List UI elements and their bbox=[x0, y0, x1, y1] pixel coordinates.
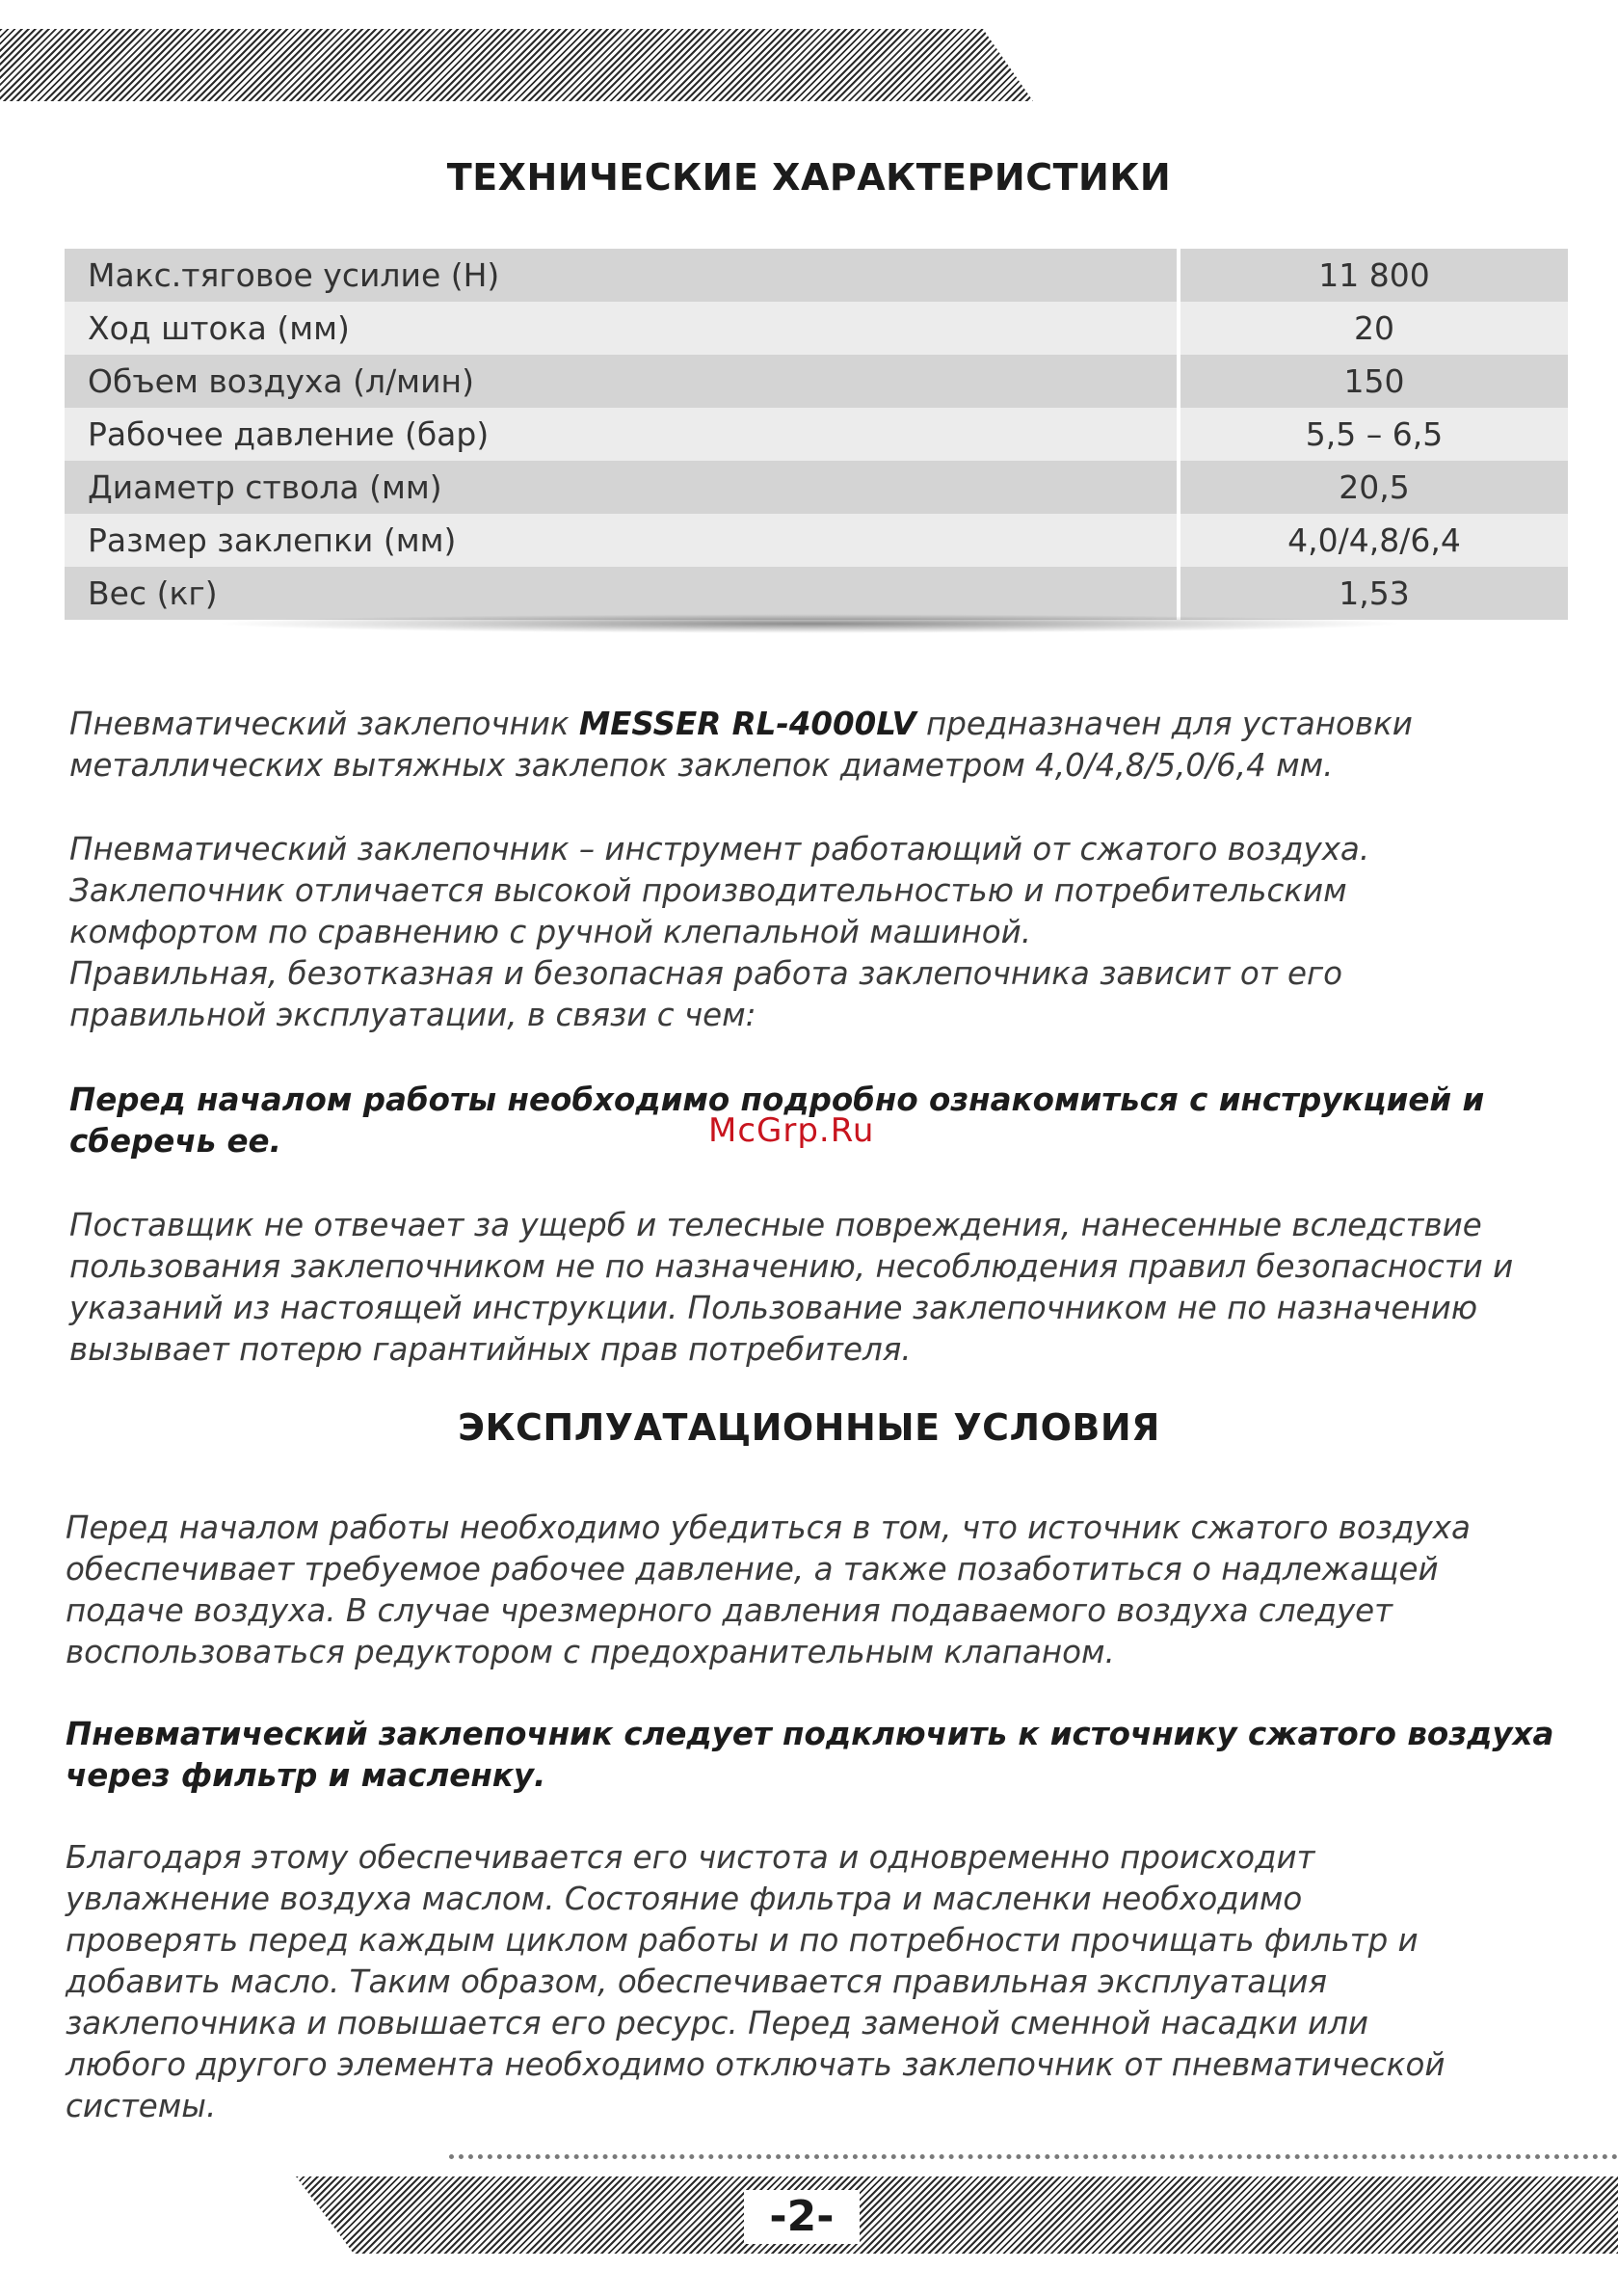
text-line: указаний из настоящей инструкции. Пользование заклепочником не по назначению bbox=[69, 1290, 1478, 1326]
text-line: через фильтр и масленку. bbox=[66, 1757, 546, 1794]
description-paragraph bbox=[69, 829, 1369, 1036]
text-line: воспользоваться редуктором с предохранительным клапаном. bbox=[66, 1634, 1115, 1670]
text-line: сберечь ее. bbox=[69, 1123, 281, 1160]
bottom-decorative-band bbox=[296, 2176, 1618, 2254]
spec-value: 5,5 – 6,5 bbox=[1179, 408, 1568, 461]
text-line: пользования заклепочником не по назначению, несоблюдения правил безопасности и bbox=[69, 1248, 1514, 1285]
conditions-heading: ЭКСПЛУАТАЦИОННЫЕ УСЛОВИЯ bbox=[458, 1406, 1160, 1449]
spec-value: 1,53 bbox=[1179, 567, 1568, 620]
spec-value: 20 bbox=[1179, 302, 1568, 355]
specs-heading: ТЕХНИЧЕСКИЕ ХАРАКТЕРИСТИКИ bbox=[446, 156, 1172, 199]
text-line: Заклепочник отличается высокой производительностью и потребительским bbox=[69, 872, 1347, 909]
table-row bbox=[65, 249, 1568, 302]
liability-paragraph bbox=[69, 1205, 1513, 1371]
text-line: Перед началом работы необходимо убедиться в том, что источник сжатого воздуха bbox=[66, 1509, 1471, 1546]
text-line: Перед началом работы необходимо подробно ознакомиться с инструкцией и bbox=[69, 1081, 1485, 1118]
text-line: Пневматический заклепочник следует подключить к источнику сжатого воздуха bbox=[66, 1716, 1554, 1752]
text-line: правильной эксплуатации, в связи с чем: bbox=[69, 997, 756, 1033]
text-line: любого другого элемента необходимо отключать заклепочник от пневматической bbox=[66, 2046, 1446, 2083]
page-number: -2- bbox=[744, 2190, 860, 2244]
table-row bbox=[65, 567, 1568, 620]
text-line: обеспечивает требуемое рабочее давление, а также позаботиться о надлежащей bbox=[66, 1551, 1439, 1588]
spec-param: Рабочее давление (бар) bbox=[65, 408, 1179, 461]
table-row bbox=[65, 408, 1568, 461]
text-line: Благодаря этому обеспечивается его чистота и одновременно происходит bbox=[66, 1839, 1315, 1876]
table-row bbox=[65, 355, 1568, 408]
text-line: подаче воздуха. В случае чрезмерного давления подаваемого воздуха следует bbox=[66, 1592, 1393, 1629]
text-line: Поставщик не отвечает за ущерб и телесные повреждения, нанесенные вследствие bbox=[69, 1207, 1482, 1243]
text-line: комфортом по сравнению с ручной клепальной машиной. bbox=[69, 914, 1032, 950]
intro-paragraph bbox=[69, 704, 1413, 787]
footer-dotted-divider bbox=[449, 2154, 1618, 2159]
spec-param: Макс.тяговое усилие (Н) bbox=[65, 249, 1179, 302]
intro-text: металлических вытяжных заклепок заклепок диаметром 4,0/4,8/5,0/6,4 мм. bbox=[69, 747, 1334, 784]
spec-param: Размер заклепки (мм) bbox=[65, 514, 1179, 567]
intro-text: Пневматический заклепочник bbox=[69, 706, 579, 742]
table-shadow bbox=[212, 614, 1407, 633]
maintenance-paragraph bbox=[66, 1837, 1445, 2127]
conditions-paragraph bbox=[66, 1508, 1471, 1673]
specs-table bbox=[65, 249, 1568, 620]
spec-param: Объем воздуха (л/мин) bbox=[65, 355, 1179, 408]
top-decorative-band bbox=[0, 29, 1033, 101]
spec-value: 11 800 bbox=[1179, 249, 1568, 302]
text-line: увлажнение воздуха маслом. Состояние фильтра и масленки необходимо bbox=[66, 1881, 1303, 1917]
intro-text: предназначен для установки bbox=[915, 706, 1413, 742]
text-line: вызывает потерю гарантийных прав потребителя. bbox=[69, 1331, 912, 1368]
table-row bbox=[65, 461, 1568, 514]
text-line: проверять перед каждым циклом работы и по потребности прочищать фильтр и bbox=[66, 1922, 1419, 1959]
text-line: Пневматический заклепочник – инструмент работающий от сжатого воздуха. bbox=[69, 831, 1370, 868]
spec-param: Диаметр ствола (мм) bbox=[65, 461, 1179, 514]
model-name: MESSER RL-4000LV bbox=[578, 706, 916, 742]
spec-value: 4,0/4,8/6,4 bbox=[1179, 514, 1568, 567]
spec-value: 20,5 bbox=[1179, 461, 1568, 514]
text-line: системы. bbox=[66, 2088, 217, 2124]
text-line: Правильная, безотказная и безопасная работа заклепочника зависит от его bbox=[69, 955, 1342, 992]
watermark: McGrp.Ru bbox=[708, 1111, 875, 1150]
text-line: заклепочника и повышается его ресурс. Перед заменой сменной насадки или bbox=[66, 2005, 1368, 2042]
connection-paragraph bbox=[66, 1714, 1553, 1797]
table-row bbox=[65, 302, 1568, 355]
spec-param: Ход штока (мм) bbox=[65, 302, 1179, 355]
text-line: добавить масло. Таким образом, обеспечивается правильная эксплуатация bbox=[66, 1963, 1328, 2000]
spec-value: 150 bbox=[1179, 355, 1568, 408]
table-row bbox=[65, 514, 1568, 567]
spec-param: Вес (кг) bbox=[65, 567, 1179, 620]
